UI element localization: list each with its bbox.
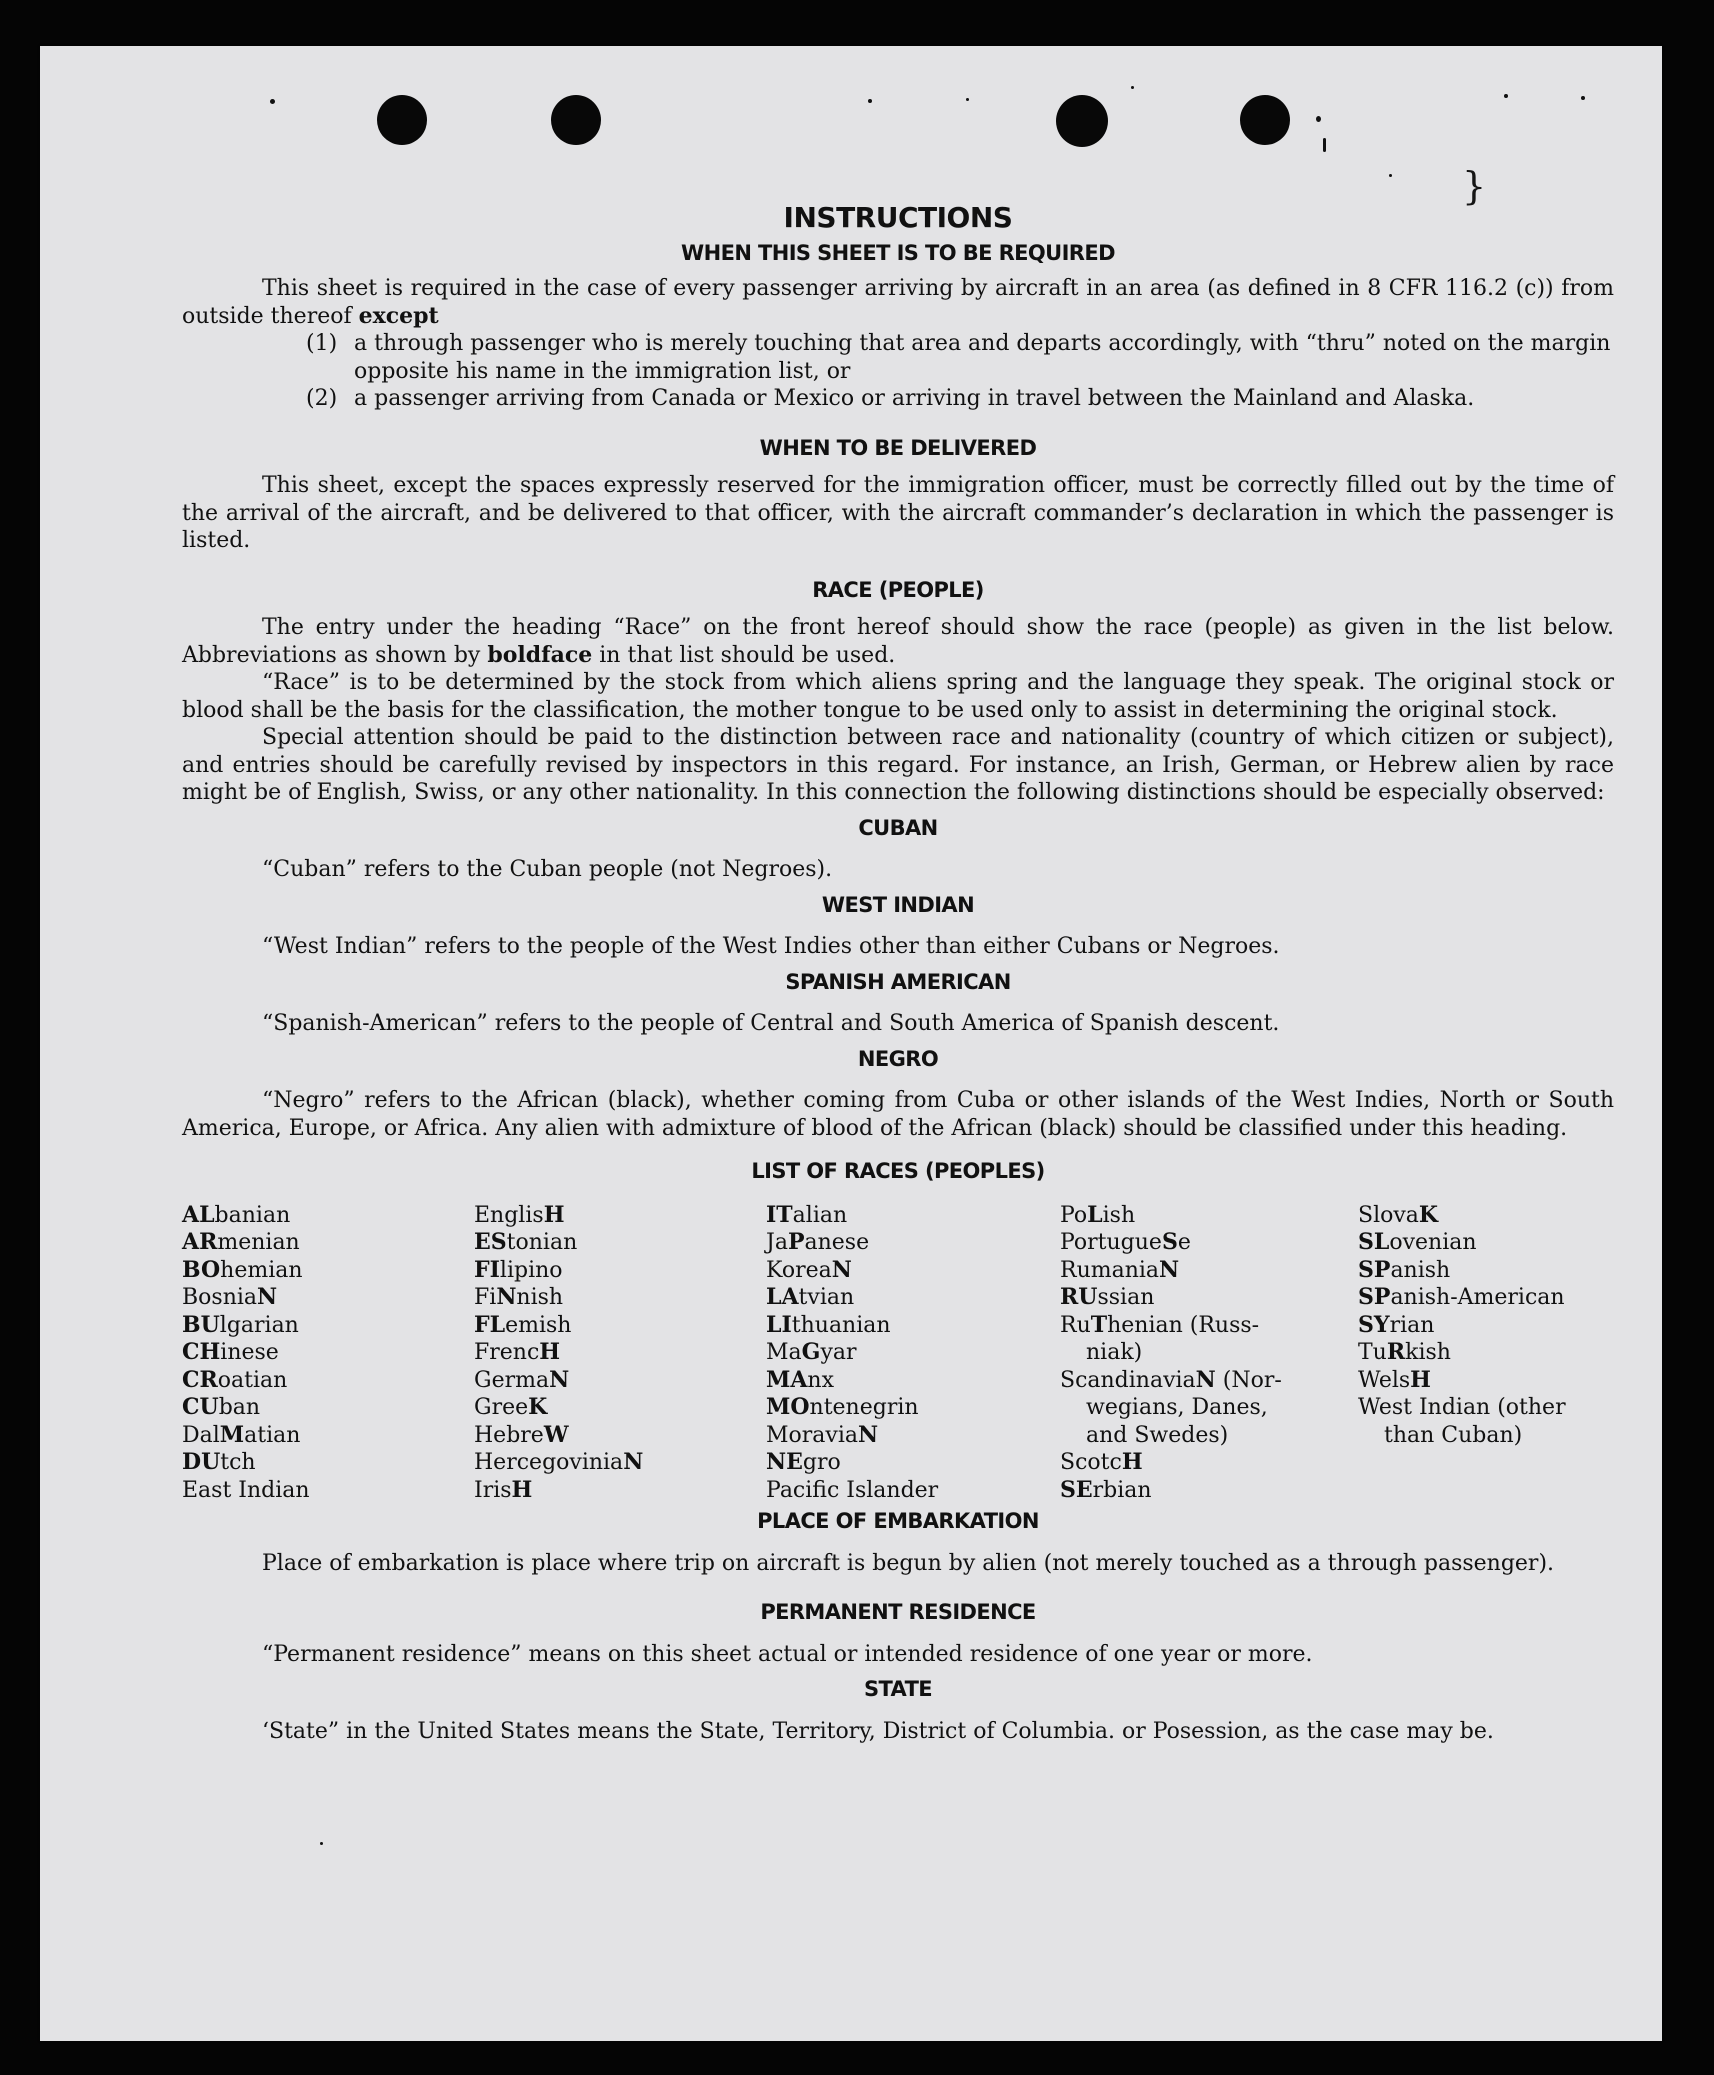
when-required-text: This sheet is required in the case of every passenger arriving by aircraft in an area (as defined in 8 CFR 116.2 (c)) from outside thereof except (182, 276, 1614, 329)
race-entry: ITalian (766, 1201, 848, 1228)
race-entry: BOhemian (182, 1256, 303, 1283)
dust-speck (1316, 116, 1321, 122)
race-list (182, 1202, 1614, 1505)
race-entry: HebreW (474, 1421, 569, 1448)
heading-west-indian: WEST INDIAN (821, 892, 975, 917)
race-entry: JaPanese (766, 1229, 870, 1255)
race-column (766, 1202, 1060, 1505)
heading-list-of-races: LIST OF RACES (PEOPLES) (751, 1159, 1045, 1183)
punch-hole (377, 95, 427, 145)
race-entry: EnglisH (474, 1201, 565, 1228)
race-entry: BosniaN (182, 1284, 278, 1310)
punch-hole (551, 95, 601, 145)
race-entry: SYrian (1358, 1311, 1435, 1338)
heading-cuban: CUBAN (858, 815, 938, 840)
cuban-text: “Cuban” refers to the Cuban people (not Negroes). (262, 857, 833, 882)
race-entry: NEgro (766, 1449, 841, 1475)
race-entry: SPanish-American (1358, 1284, 1565, 1310)
punch-hole (1240, 95, 1290, 145)
race-paragraph-3: Special attention should be paid to the distinction between race and nationality (country of which citizen or subject), and entries should be carefully revised by inspectors in this regard. For instance, an Irish, German, or Hebrew alien by race might be of English, Swiss, or any other nationality. In this connection the following distinctions should be especially observed: (182, 725, 1614, 805)
heading-race: RACE (PEOPLE) (812, 577, 984, 602)
heading-state: STATE (863, 1677, 933, 1701)
race-entry: RuThenian (Russ- (1060, 1311, 1260, 1338)
race-entry: BUlgarian (182, 1311, 299, 1338)
race-entry: LIthuanian (766, 1311, 891, 1338)
race-entry: SPanish (1358, 1256, 1451, 1283)
race-entry: PoLish (1060, 1201, 1136, 1228)
race-entry: CRoatian (182, 1366, 288, 1393)
race-entry: DUtch (182, 1449, 256, 1475)
race-entry: ScotcH (1060, 1449, 1143, 1475)
race-entry: HercegoviniaN (474, 1449, 644, 1475)
race-entry: SLovenian (1358, 1229, 1477, 1255)
race-entry: MAnx (766, 1366, 834, 1393)
race-paragraph-1: The entry under the heading “Race” on the front hereof should show the race (people) as given in the list below. Abbreviations as shown by boldface in that list should be used. (182, 615, 1614, 668)
race-entry: RUssian (1060, 1284, 1155, 1310)
race-entry: ARmenian (182, 1229, 300, 1255)
race-entry: West Indian (other (1358, 1395, 1566, 1420)
heading-embarkation: PLACE OF EMBARKATION (757, 1509, 1039, 1533)
heading-negro: NEGRO (857, 1046, 939, 1071)
race-entry: East Indian (182, 1477, 310, 1503)
dust-speck (320, 1842, 323, 1845)
race-column (474, 1202, 766, 1505)
race-entry-continuation: wegians, Danes, (1086, 1395, 1268, 1420)
race-entry: WelsH (1358, 1366, 1431, 1393)
race-entry: PortugueSe (1060, 1229, 1191, 1255)
permanent-residence-text: “Permanent residence” means on this sheet actual or intended residence of one year or more. (262, 1641, 1313, 1667)
race-entry: TuRkish (1358, 1339, 1451, 1365)
heading-spanish-american: SPANISH AMERICAN (785, 969, 1011, 994)
race-entry: EStonian (474, 1229, 578, 1255)
race-entry: LAtvian (766, 1284, 855, 1310)
race-entry: RumaniaN (1060, 1256, 1180, 1283)
race-entry: DalMatian (182, 1421, 301, 1448)
race-column (182, 1202, 474, 1505)
document-sheet (40, 46, 1662, 2041)
dust-speck (868, 99, 872, 103)
race-paragraph-2: “Race” is to be determined by the stock from which aliens spring and the language they speak. The original stock or blood shall be the basis for the classification, the mother tongue to be used only to assist in determining the original stock. (182, 670, 1614, 723)
race-entry: FLemish (474, 1311, 572, 1338)
west-indian-text: “West Indian” refers to the people of the West Indies other than either Cubans or Negroes. (262, 934, 1280, 959)
race-column (1358, 1202, 1614, 1505)
race-entry: MaGyar (766, 1339, 857, 1365)
dust-speck (1504, 94, 1508, 98)
dust-speck (1581, 96, 1585, 100)
heading-permanent-residence: PERMANENT RESIDENCE (760, 1600, 1036, 1624)
page-title: INSTRUCTIONS (783, 201, 1013, 234)
race-entry: GermaN (474, 1366, 570, 1393)
heading-when-delivered: WHEN TO BE DELIVERED (759, 435, 1037, 460)
spanish-american-text: “Spanish-American” refers to the people of Central and South America of Spanish descent. (262, 1011, 1280, 1036)
race-entry: KoreaN (766, 1256, 852, 1283)
race-entry-continuation: niak) (1086, 1340, 1143, 1365)
negro-text: “Negro” refers to the African (black), whether coming from Cuba or other islands of the West Indies, North or South America, Europe, or Africa. Any alien with admixture of blood of the African (black) should be classified under this heading. (182, 1088, 1614, 1141)
race-entry-continuation: than Cuban) (1384, 1422, 1523, 1448)
dust-speck (1131, 86, 1134, 89)
exception-item: (2) a passenger arriving from Canada or Mexico or arriving in travel between the Mainland and Alaska. (306, 386, 1475, 411)
race-entry: CUban (182, 1394, 261, 1420)
exception-item: (1) a through passenger who is merely touching that area and departs accordingly, with “thru” noted on the margin opposite his name in the immigration list, or (306, 331, 1611, 384)
race-entry: ScandinaviaN (Nor- (1060, 1366, 1282, 1393)
pencil-mark: } (1462, 164, 1487, 208)
dust-speck (270, 99, 275, 104)
race-entry: SlovaK (1358, 1201, 1439, 1228)
race-entry: FIlipino (474, 1256, 563, 1283)
race-entry: CHinese (182, 1339, 279, 1365)
instructions-content (182, 154, 1614, 1745)
race-entry: SErbian (1060, 1476, 1152, 1503)
race-entry: Pacific Islander (766, 1477, 939, 1503)
race-entry-continuation: and Swedes) (1086, 1422, 1229, 1448)
when-delivered-text: This sheet, except the spaces expressly reserved for the immigration officer, must be correctly filled out by the time of the arrival of the aircraft, and be delivered to that officer, with the aircraft commander’s declaration in which the passenger is listed. (182, 473, 1614, 553)
race-entry: GreeK (474, 1394, 548, 1420)
race-entry: FrencH (474, 1339, 561, 1365)
race-entry: MOntenegrin (766, 1394, 919, 1420)
race-entry: FiNnish (474, 1284, 564, 1310)
race-entry: MoraviaN (766, 1421, 879, 1448)
heading-when-required: WHEN THIS SHEET IS TO BE REQUIRED (681, 240, 1115, 265)
dust-speck (1323, 138, 1326, 152)
race-column (1060, 1202, 1358, 1505)
state-text: ‘State” in the United States means the State, Territory, District of Columbia. or Posession, as the case may be. (262, 1718, 1494, 1744)
dust-speck (966, 98, 969, 101)
race-entry: ALbanian (182, 1201, 291, 1228)
race-entry: IrisH (474, 1476, 533, 1503)
punch-hole (1056, 95, 1108, 147)
embarkation-text: Place of embarkation is place where trip on aircraft is begun by alien (not merely touched as a through passenger). (262, 1550, 1555, 1576)
